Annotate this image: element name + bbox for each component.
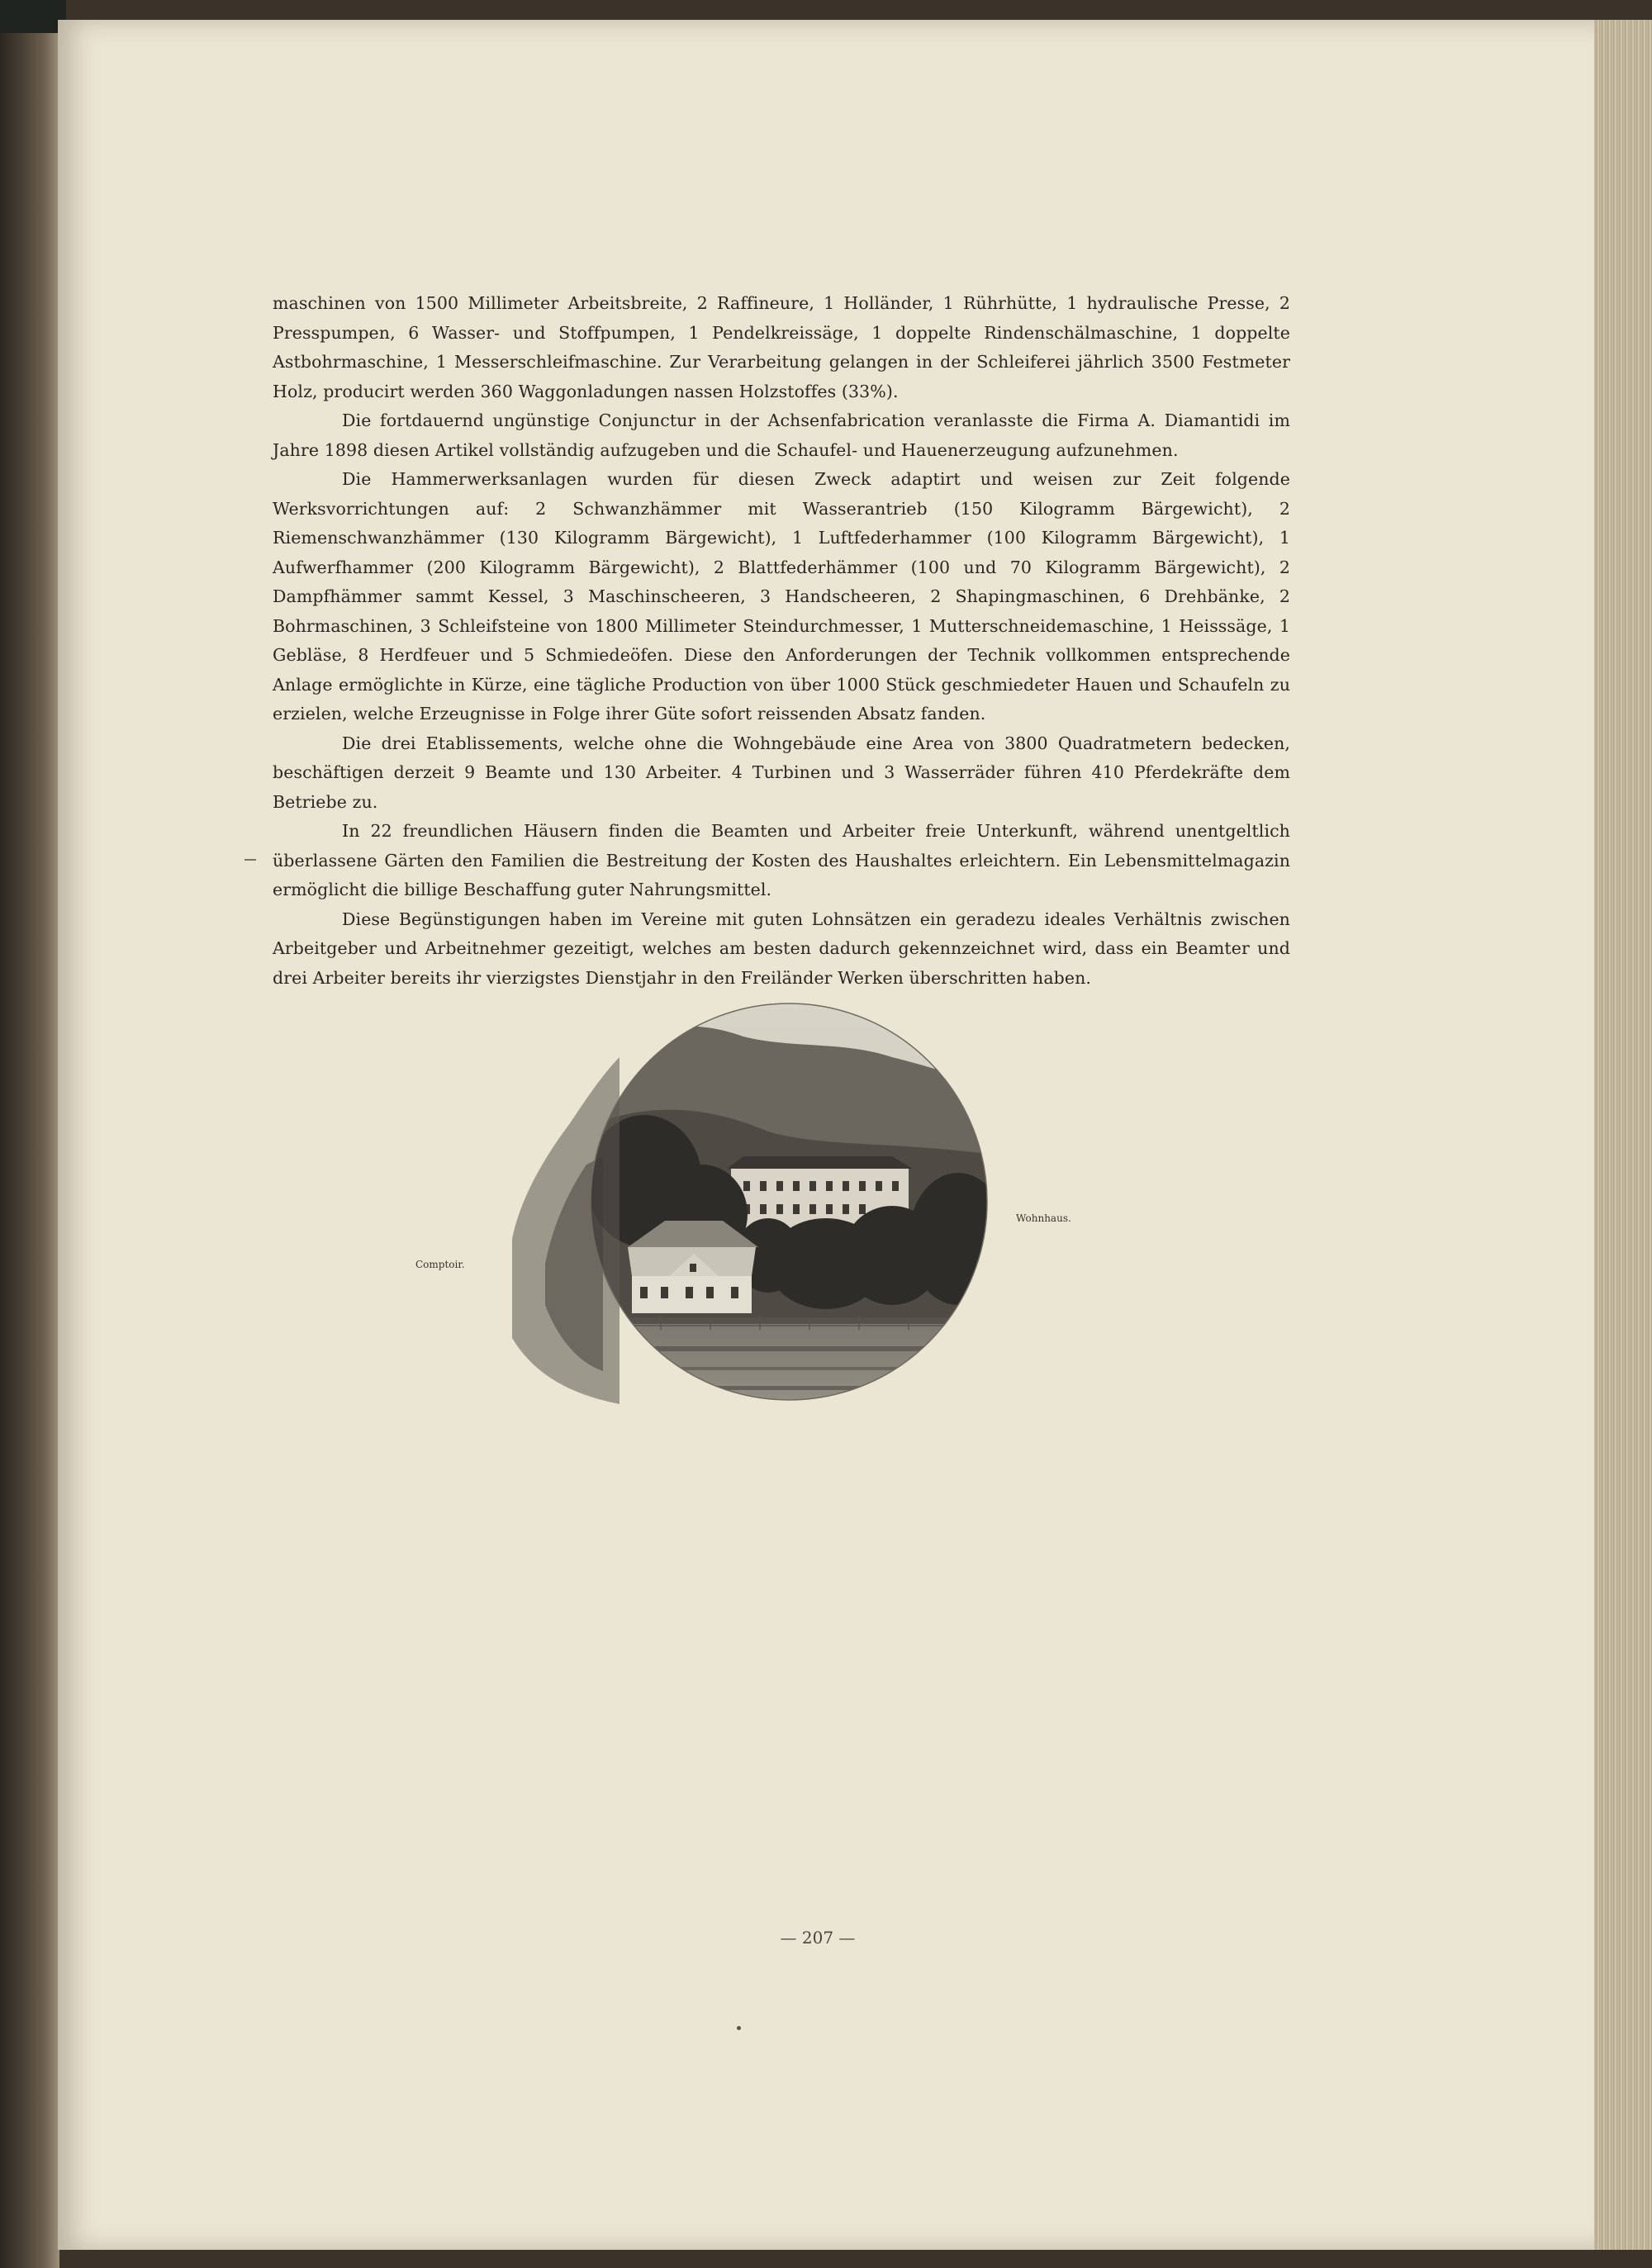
- book-gutter: [0, 0, 59, 2268]
- paragraph: maschinen von 1500 Millimeter Arbeitsbreite, 2 Raffineure, 1 Holländer, 1 Rührhütte, 1 hydraulische Presse, 2 Presspumpen, 6 Wasser- und Stoffpumpen, 1 Pendelkreissäge, 1 doppelte Rindenschälmaschine, 1 doppelte Astbohrmaschine, 1 Messerschleifmaschine. Zur Verarbeitung gelangen in der Schleiferei jährlich 3500 Festmeter Holz, producirt werden 360 Waggonladungen nassen Holzstoffes (33%).: [273, 293, 1290, 401]
- body-text: [273, 289, 1290, 993]
- vignette-circle: [578, 991, 991, 1421]
- caption-comptoir: Comptoir.: [415, 1259, 465, 1270]
- ink-speck: [737, 2026, 741, 2030]
- paragraph: In 22 freundlichen Häusern finden die Beamten und Arbeiter freie Unterkunft, während unentgeltlich überlassene Gärten den Familien die Bestreitung der Kosten des Haushaltes erleichtern. Ein Lebensmittelmagazin ermöglicht die billige Beschaffung guter Nahrungsmittel.: [273, 821, 1290, 899]
- paragraph: Diese Begünstigungen haben im Vereine mit guten Lohnsätzen ein geradezu ideales Verhältnis zwischen Arbeitgeber und Arbeitnehmer gezeitigt, welches am besten dadurch gekennzeichnet wird, dass ein Beamter und drei Arbeiter bereits ihr vierzigstes Dienstjahr in den Freiländer Werken überschritten haben.: [273, 909, 1290, 988]
- page-number: — 207 —: [780, 1928, 856, 1948]
- foreground-foliage: [512, 1057, 620, 1404]
- office-building: [628, 1221, 758, 1313]
- page-edges: [1594, 20, 1652, 2250]
- paragraph: Die fortdauernd ungünstige Conjunctur in der Achsenfabrication veranlasste die Firma A. Diamantidi im Jahre 1898 diesen Artikel vollständig aufzugeben und die Schaufel- und Hauenerzeugung aufzunehmen.: [273, 410, 1290, 460]
- margin-mark: [244, 859, 256, 861]
- binding-edge: [0, 0, 66, 33]
- factory-photograph: [496, 991, 991, 1421]
- caption-wohnhaus: Wohnhaus.: [1016, 1212, 1071, 1224]
- paragraph: Die drei Etablissements, welche ohne die Wohngebäude eine Area von 3800 Quadratmetern bedecken, beschäftigen derzeit 9 Beamte und 130 Arbeiter. 4 Turbinen und 3 Wasserräder führen 410 Pferdekräfte dem Betriebe zu.: [273, 733, 1290, 812]
- paragraph: Die Hammerwerksanlagen wurden für diesen Zweck adaptirt und weisen zur Zeit folgende Werksvorrichtungen auf: 2 Schwanzhämmer mit Wasserantrieb (150 Kilogramm Bärgewicht), 2 Riemenschwanzhämmer (130 Kilogramm Bärgewicht), 1 Luftfederhammer (100 Kilogramm Bärgewicht), 1 Aufwerfhammer (200 Kilogramm Bärgewicht), 2 Blattfederhämmer (100 und 70 Kilogramm Bärgewicht), 2 Dampfhämmer sammt Kessel, 3 Maschinscheeren, 3 Handscheeren, 2 Shapingmaschinen, 6 Drehbänke, 2 Bohrmaschinen, 3 Schleifsteine von 1800 Millimeter Steindurchmesser, 1 Mutterschneidemaschine, 1 Heisssäge, 1 Gebläse, 8 Herdfeuer und 5 Schmiedeöfen. Diese den Anforderungen der Technik vollkommen entsprechende Anlage ermöglichte in Kürze, eine tägliche Production von über 1000 Stück geschmiedeter Hauen und Schaufeln zu erzielen, welche Erzeugnisse in Folge ihrer Güte sofort reissenden Absatz fanden.: [273, 469, 1290, 724]
